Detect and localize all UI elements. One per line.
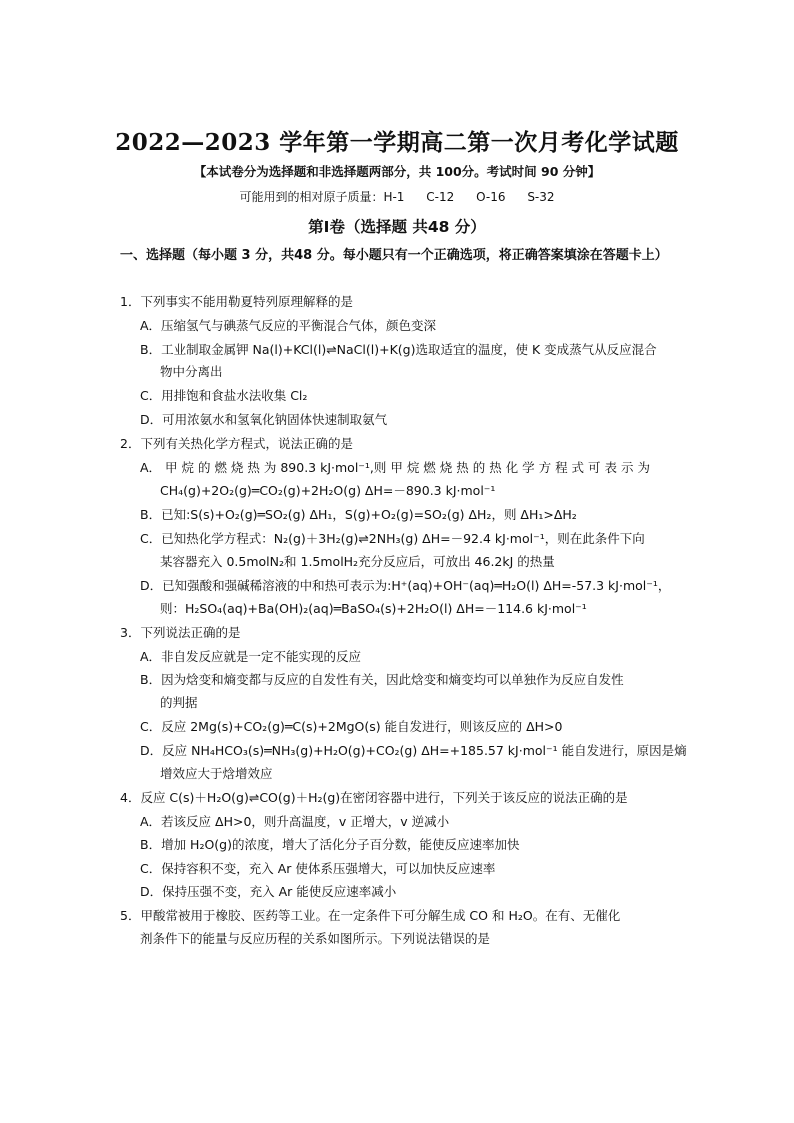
option-3b: B．因为焓变和熵变都与反应的自发性有关，因此焓变和熵变均可以单独作为反应自发性: [140, 672, 624, 687]
question-5-cont: 剂条件下的能量与反应历程的关系如图所示。下列说法错误的是: [140, 931, 491, 946]
option-2b: B．已知:S(s)+O₂(g)═SO₂(g) ΔH₁，S(g)+O₂(g)=SO₂(g) ΔH₂，则 ΔH₁>ΔH₂: [140, 507, 577, 522]
option-2a: A． 甲 烷 的 燃 烧 热 为 890.3 kJ·mol⁻¹,则 甲 烷 燃 烧 热 的 热 化 学 方 程 式 可 表 示 为: [140, 460, 650, 475]
mass-o: O-16: [476, 190, 506, 204]
option-2c-cont: 某容器充入 0.5molN₂和 1.5molH₂充分反应后，可放出 46.2kJ 的热量: [160, 554, 555, 569]
option-4b: B．增加 H₂O(g)的浓度，增大了活化分子百分数，能使反应速率加快: [140, 837, 520, 852]
part-title: 第Ⅰ卷（选择题 共48 分）: [308, 218, 486, 236]
option-1b: B．工业制取金属钾 Na(l)+KCl(l)⇌NaCl(l)+K(g)选取适宜的温度，使 K 变成蒸气从反应混合: [140, 342, 657, 357]
option-3d: D．反应 NH₄HCO₃(s)═NH₃(g)+H₂O(g)+CO₂(g) ΔH=+185.57 kJ·mol⁻¹ 能自发进行，原因是熵: [140, 743, 687, 758]
masses-label: 可能用到的相对原子质量：H-1: [239, 190, 405, 204]
option-3b-cont: 的判据: [160, 695, 198, 710]
question-3: 3．下列说法正确的是: [120, 625, 241, 640]
option-1c: C．用排饱和食盐水法收集 Cl₂: [140, 388, 308, 403]
option-2d: D．已知强酸和强碱稀溶液的中和热可表示为:H⁺(aq)+OH⁻(aq)═H₂O(l) ΔH=-57.3 kJ·mol⁻¹，: [140, 578, 671, 593]
option-4a: A．若该反应 ΔH>0，则升高温度，v 正增大，v 逆减小: [140, 814, 450, 829]
option-2a-cont: CH₄(g)+2O₂(g)═CO₂(g)+2H₂O(g) ΔH=－890.3 kJ·mol⁻¹: [160, 483, 496, 498]
mass-c: C-12: [426, 190, 455, 204]
option-4c: C．保持容积不变，充入 Ar 使体系压强增大，可以加快反应速率: [140, 861, 496, 876]
mass-s: S-32: [527, 190, 555, 204]
atomic-masses: [0, 188, 794, 205]
question-1: 1．下列事实不能用勒夏特列原理解释的是: [120, 294, 353, 309]
option-4d: D．保持压强不变，充入 Ar 能使反应速率减小: [140, 884, 397, 899]
option-3d-cont: 增效应大于焓增效应: [160, 766, 273, 781]
question-5: 5．甲酸常被用于橡胶、医药等工业。在一定条件下可分解生成 CO 和 H₂O。在有、无催化: [120, 908, 621, 923]
option-1d: D．可用浓氨水和氢氧化钠固体快速制取氨气: [140, 412, 388, 427]
option-1b-cont: 物中分离出: [160, 364, 223, 379]
question-4: 4．反应 C(s)＋H₂O(g)⇌CO(g)＋H₂(g)在密闭容器中进行，下列关于该反应的说法正确的是: [120, 790, 628, 805]
option-2c: C．已知热化学方程式：N₂(g)＋3H₂(g)⇌2NH₃(g) ΔH=－92.4 kJ·mol⁻¹，则在此条件下向: [140, 531, 645, 546]
option-2d-cont: 则：H₂SO₄(aq)+Ba(OH)₂(aq)═BaSO₄(s)+2H₂O(l) ΔH=－114.6 kJ·mol⁻¹: [160, 601, 587, 616]
question-2: 2．下列有关热化学方程式，说法正确的是: [120, 436, 353, 451]
option-3c: C．反应 2Mg(s)+CO₂(g)═C(s)+2MgO(s) 能自发进行，则该反应的 ΔH>0: [140, 719, 563, 734]
exam-note: 【本试卷分为选择题和非选择题两部分，共 100分。考试时间 90 分钟】: [193, 164, 601, 179]
option-1a: A．压缩氢气与碘蒸气反应的平衡混合气体，颜色变深: [140, 318, 437, 333]
exam-title: 2022—2023 学年第一学期高二第一次月考化学试题: [115, 129, 679, 156]
option-3a: A．非自发反应就是一定不能实现的反应: [140, 649, 362, 664]
section-heading: 一、选择题（每小题 3 分，共48 分。每小题只有一个正确选项，将正确答案填涂在答题卡上）: [120, 248, 668, 263]
